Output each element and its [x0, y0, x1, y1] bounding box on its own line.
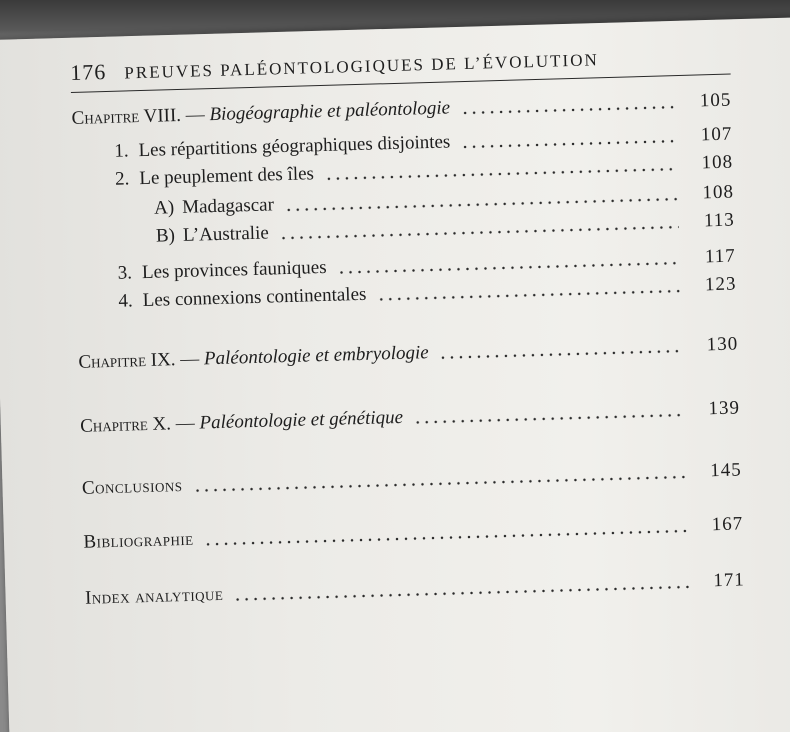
header-page-number: 176: [70, 58, 107, 85]
page-ref: 167: [711, 513, 744, 536]
chapter-title: Paléontologie et génétique: [199, 406, 404, 434]
chapter-label: Chapitre VIII.: [71, 104, 182, 129]
page-ref: 145: [709, 459, 743, 482]
chapter-label: Chapitre IX.: [78, 349, 176, 373]
entry-title: Madagascar: [181, 194, 275, 218]
section-label: Index analytique: [84, 583, 224, 609]
entry-letter: A): [153, 197, 175, 219]
entry-number: 3.: [117, 262, 133, 284]
chapter-dash: —: [175, 412, 196, 435]
chapter-dash: —: [185, 104, 206, 126]
leader-dots: [460, 105, 675, 115]
header-title: PREUVES PALÉONTOLOGIQUES DE L’ÉVOLUTION: [124, 50, 599, 83]
entry-number: 2.: [114, 168, 130, 190]
entry-number: 1.: [114, 140, 129, 162]
page-ref: 123: [704, 273, 737, 296]
chapter-label: Chapitre X.: [79, 413, 172, 437]
entry-number: 4.: [118, 290, 134, 312]
entry-title: Le peuplement des îles: [139, 163, 315, 190]
page-ref: 130: [706, 333, 739, 356]
page-ref: 139: [708, 397, 741, 420]
page-ref: 117: [704, 245, 737, 268]
section-label: Conclusions: [81, 475, 183, 499]
page-ref: 108: [701, 151, 734, 174]
entry-letter: B): [155, 225, 176, 247]
page-ref: 105: [699, 89, 732, 112]
chapter-title: Paléontologie et embryologie: [203, 342, 429, 370]
entry-title: Les répartitions géographiques disjointes: [138, 131, 451, 162]
chapter-dash: —: [179, 348, 200, 371]
leader-dots: [460, 139, 676, 149]
page-ref: 107: [700, 123, 733, 146]
page-ref: 113: [703, 209, 736, 232]
entry-title: L’Australie: [182, 222, 270, 246]
page-ref: 108: [702, 181, 735, 204]
entry-title: Les connexions continentales: [142, 283, 367, 312]
chapter-title: Biogéographie et paléontologie: [209, 97, 451, 126]
page-ref: 171: [712, 569, 746, 592]
section-label: Bibliographie: [83, 528, 194, 553]
entry-title: Les provinces fauniques: [141, 256, 327, 284]
